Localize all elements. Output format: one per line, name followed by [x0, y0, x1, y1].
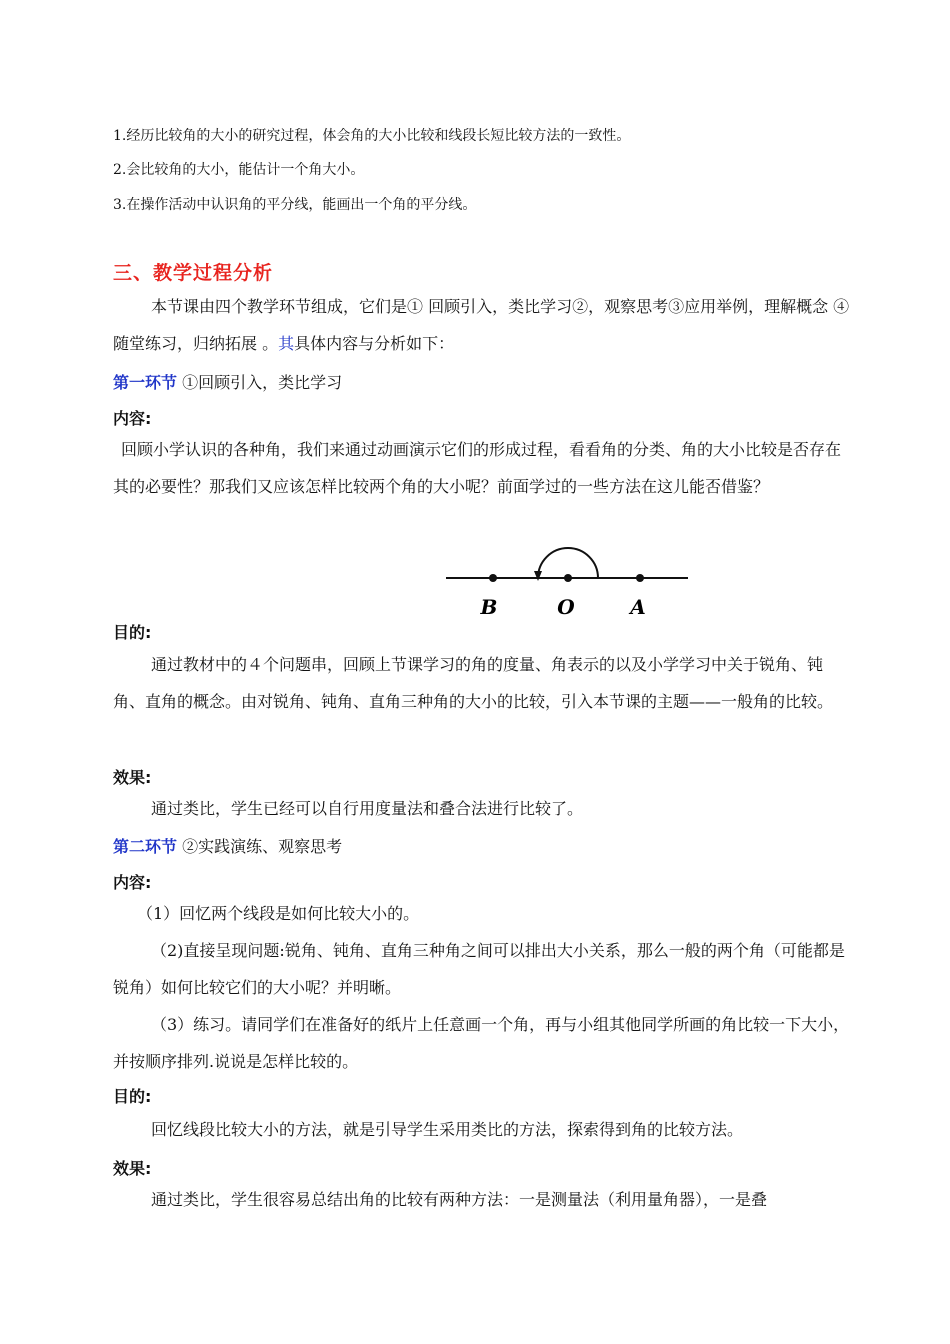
goal-item-2: 2.会比较角的大小，能估计一个角大小。 [113, 162, 365, 178]
point-b [489, 574, 497, 582]
stage1-label: 第一环节 [113, 373, 178, 392]
stage1-heading [113, 370, 342, 393]
stage1-purpose: 通过教材中的４个问题串，回顾上节课学习的角的度量、角表示的以及小学学习中关于锐角、钝角、直角的概念。由对锐角、钝角、直角三种角的大小的比较，引入本节课的主题——一般角的比较。 [113, 655, 834, 711]
stage2-label: 第二环节 [113, 837, 178, 856]
stage2-purpose-label: 目的: [113, 1087, 152, 1106]
stage2-purpose: 回忆线段比较大小的方法，就是引导学生采用类比的方法，探索得到角的比较方法。 [151, 1120, 744, 1139]
stage1-purpose-label: 目的: [113, 623, 152, 642]
stage2-heading [113, 834, 342, 857]
stage2-item-1: （1）回忆两个线段是如何比较大小的。 [137, 904, 420, 923]
section-intro-highlight: 其 [278, 334, 295, 353]
label-a: A [630, 595, 646, 619]
stage2-title: ②实践演练、观察思考 [177, 837, 343, 856]
section-intro-main: 本节课由四个教学环节组成，它们是① 回顾引入，类比学习②，观察思考③应用举例，理解概念 ④随堂练习，归纳拓展 。 [113, 297, 850, 353]
stage2-item-3: （3）练习。请同学们在准备好的纸片上任意画一个角，再与小组其他同学所画的角比较一下大小，并按顺序排列.说说是怎样比较的。 [113, 1015, 850, 1071]
stage1-effect-label: 效果: [113, 768, 152, 787]
stage2-content-label: 内容: [113, 873, 152, 892]
stage2-effect: 通过类比，学生很容易总结出角的比较有两种方法：一是测量法（利用量角器），一是叠 [151, 1190, 768, 1209]
stage1-content-label: 内容: [113, 409, 152, 428]
stage1-title: ①回顾引入，类比学习 [177, 373, 343, 392]
angle-figure [432, 536, 692, 642]
figure-angle-arc [538, 548, 598, 578]
goal-item-3: 3.在操作活动中认识角的平分线，能画出一个角的平分线。 [113, 197, 477, 213]
section-intro-tail: 具体内容与分析如下： [294, 334, 455, 353]
stage1-content: 回顾小学认识的各种角，我们来通过动画演示它们的形成过程，看看角的分类、角的大小比较是否存在其的必要性？那我们又应该怎样比较两个角的大小呢？前面学过的一些方法在这儿能否借鉴？ [113, 440, 842, 496]
label-o: O [557, 595, 575, 619]
section-intro [113, 288, 853, 362]
figure-arrow-head [534, 571, 542, 581]
point-a [636, 574, 644, 582]
stage2-item-2: （2)直接呈现问题:锐角、钝角、直角三种角之间可以排出大小关系，那么一般的两个角（可能都是锐角）如何比较它们的大小呢？并明晰。 [113, 941, 845, 997]
stage1-effect: 通过类比，学生已经可以自行用度量法和叠合法进行比较了。 [151, 799, 584, 818]
label-b: B [480, 595, 498, 619]
goal-item-1: 1.经历比较角的大小的研究过程，体会角的大小比较和线段长短比较方法的一致性。 [113, 128, 631, 144]
section-title: 三、教学过程分析 [113, 262, 274, 284]
point-o [564, 574, 572, 582]
stage2-effect-label: 效果: [113, 1159, 152, 1178]
